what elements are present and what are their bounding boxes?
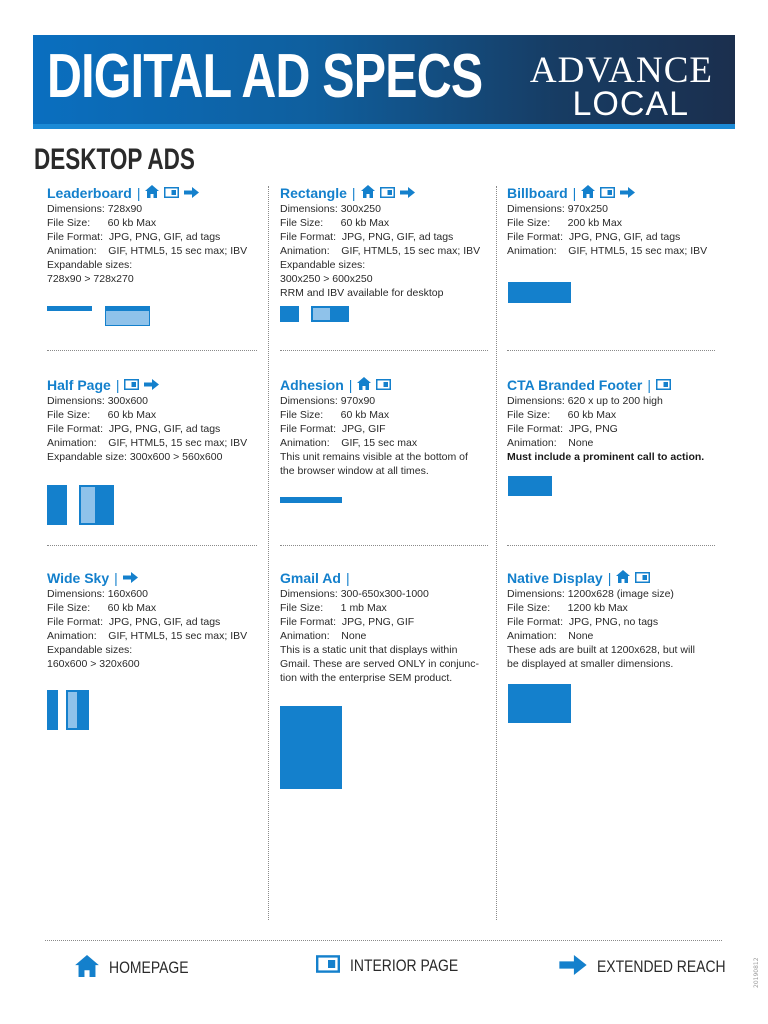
- ad-size-diagram-part: [106, 311, 149, 325]
- interior-page-icon: [380, 185, 395, 201]
- spec-expandable-value: 160x600 > 320x600: [47, 658, 140, 670]
- card-cta-branded-footer: [507, 376, 727, 464]
- spec-note: This unit remains visible at the bottom of: [280, 451, 468, 463]
- home-icon: [361, 185, 375, 201]
- row-divider: [507, 545, 715, 546]
- ad-size-diagram-part: [68, 692, 77, 728]
- card-title: Wide Sky: [47, 570, 110, 586]
- interior-page-icon: [376, 377, 391, 393]
- card-title: Rectangle: [280, 185, 347, 201]
- spec-dimensions: Dimensions: 728x90: [47, 203, 143, 215]
- spec-file-format: File Format: JPG, PNG, GIF, ad tags: [47, 616, 221, 628]
- card-native-display: [507, 569, 727, 671]
- spec-animation: Animation: GIF, HTML5, 15 sec max; IBV: [507, 245, 708, 257]
- spec-expandable-value: 300x250 > 600x250: [280, 273, 373, 285]
- home-icon: [145, 185, 159, 201]
- spec-dimensions: Dimensions: 970x250: [507, 203, 608, 215]
- spec-file-format: File Format: JPG, GIF: [280, 423, 386, 435]
- spec-note: tion with the enterprise SEM product.: [280, 672, 453, 684]
- arrow-right-icon: [184, 185, 199, 201]
- ad-size-diagram: [508, 282, 571, 303]
- spec-dimensions: Dimensions: 300x250: [280, 203, 381, 215]
- spec-dimensions: Dimensions: 160x600: [47, 588, 148, 600]
- ad-size-diagram: [47, 306, 92, 311]
- spec-note: the browser window at all times.: [280, 465, 429, 477]
- title-separator: |: [136, 185, 141, 201]
- spec-dimensions: Dimensions: 620 x up to 200 high: [507, 395, 663, 407]
- spec-expandable-value: 728x90 > 728x270: [47, 273, 134, 285]
- legend-interior-page: [316, 955, 482, 977]
- spec-note-bold: Must include a prominent call to action.: [507, 451, 705, 463]
- spec-note: RRM and IBV available for desktop: [280, 287, 444, 299]
- home-icon: [357, 377, 371, 393]
- spec-file-size: File Size: 1 mb Max: [280, 602, 387, 614]
- title-separator: |: [647, 377, 651, 393]
- arrow-right-icon: [559, 955, 587, 979]
- interior-page-icon: [635, 570, 650, 586]
- row-divider: [280, 350, 488, 351]
- home-icon: [75, 955, 99, 981]
- spec-note: Gmail. These are served ONLY in conjunc-: [280, 658, 480, 670]
- card-rectangle: [280, 184, 500, 300]
- home-icon: [581, 185, 595, 201]
- spec-file-size: File Size: 60 kb Max: [47, 409, 157, 421]
- title-separator: |: [348, 377, 353, 393]
- logo-local: LOCAL: [572, 85, 689, 123]
- legend-extended-reach: [559, 955, 754, 979]
- header-banner: [33, 35, 735, 129]
- spec-note: This is a static unit that displays within: [280, 644, 458, 656]
- card-title: Leaderboard: [47, 185, 132, 201]
- interior-page-icon: [656, 377, 671, 393]
- card-wide-sky: [47, 569, 267, 671]
- title-separator: |: [115, 377, 120, 393]
- spec-expandable: Expandable size: 300x600 > 560x600: [47, 451, 223, 463]
- spec-dimensions: Dimensions: 300-650x300-1000: [280, 588, 429, 600]
- ad-size-diagram: [280, 306, 299, 322]
- card-billboard: [507, 184, 727, 258]
- spec-file-format: File Format: JPG, PNG, no tags: [507, 616, 659, 628]
- ad-size-diagram-part: [81, 487, 95, 523]
- ad-size-diagram: [47, 485, 67, 525]
- title-separator: |: [572, 185, 577, 201]
- ad-size-diagram: [280, 706, 342, 789]
- interior-page-icon: [124, 377, 139, 393]
- card-title: CTA Branded Footer: [507, 377, 643, 393]
- column-divider: [268, 186, 269, 920]
- spec-animation: Animation: GIF, HTML5, 15 sec max; IBV: [280, 245, 481, 257]
- legend-label: EXTENDED REACH: [597, 957, 726, 976]
- home-icon: [616, 570, 630, 586]
- spec-file-format: File Format: JPG, PNG, GIF, ad tags: [507, 231, 681, 243]
- spec-file-format: File Format: JPG, PNG, GIF, ad tags: [47, 231, 221, 243]
- card-adhesion: [280, 376, 500, 478]
- card-title: Native Display: [507, 570, 603, 586]
- spec-file-format: File Format: JPG, PNG: [507, 423, 618, 435]
- document-code: 20190812: [753, 957, 760, 988]
- spec-file-size: File Size: 200 kb Max: [507, 217, 622, 229]
- card-leaderboard: [47, 184, 267, 286]
- spec-note: be displayed at smaller dimensions.: [507, 658, 674, 670]
- title-separator: |: [607, 570, 612, 586]
- spec-expandable-label: Expandable sizes:: [280, 259, 366, 271]
- spec-file-size: File Size: 60 kb Max: [47, 602, 157, 614]
- spec-dimensions: Dimensions: 970x90: [280, 395, 376, 407]
- spec-file-format: File Format: JPG, PNG, GIF, ad tags: [47, 423, 221, 435]
- legend-homepage: [75, 955, 206, 981]
- arrow-right-icon: [123, 570, 138, 586]
- spec-dimensions: Dimensions: 1200x628 (image size): [507, 588, 674, 600]
- title-separator: |: [345, 570, 350, 586]
- card-title: Gmail Ad: [280, 570, 341, 586]
- arrow-right-icon: [400, 185, 415, 201]
- spec-animation: Animation: GIF, HTML5, 15 sec max; IBV: [47, 630, 248, 642]
- section-title: DESKTOP ADS: [34, 143, 195, 176]
- arrow-right-icon: [620, 185, 635, 201]
- spec-expandable-label: Expandable sizes:: [47, 259, 133, 271]
- card-title: Billboard: [507, 185, 568, 201]
- ad-size-diagram: [508, 476, 552, 496]
- row-divider: [507, 350, 715, 351]
- ad-size-diagram: [280, 497, 342, 503]
- title-separator: |: [114, 570, 118, 586]
- arrow-right-icon: [144, 377, 159, 393]
- legend-label: INTERIOR PAGE: [350, 956, 459, 975]
- spec-animation: Animation: None: [280, 630, 367, 642]
- spec-animation: Animation: None: [507, 630, 594, 642]
- logo-advance: ADVANCE: [529, 50, 713, 91]
- spec-dimensions: Dimensions: 300x600: [47, 395, 148, 407]
- row-divider: [47, 350, 257, 351]
- spec-animation: Animation: GIF, 15 sec max: [280, 437, 418, 449]
- row-divider: [280, 545, 488, 546]
- spec-file-format: File Format: JPG, PNG, GIF: [280, 616, 415, 628]
- card-half-page: [47, 376, 267, 464]
- spec-animation: Animation: GIF, HTML5, 15 sec max; IBV: [47, 437, 248, 449]
- spec-expandable-label: Expandable sizes:: [47, 644, 133, 656]
- card-gmail-ad: [280, 569, 500, 685]
- ad-size-diagram-part: [313, 308, 330, 320]
- spec-file-size: File Size: 60 kb Max: [47, 217, 157, 229]
- spec-note: These ads are built at 1200x628, but will: [507, 644, 695, 656]
- spec-animation: Animation: GIF, HTML5, 15 sec max; IBV: [47, 245, 248, 257]
- ad-size-diagram: [508, 684, 571, 723]
- interior-page-icon: [164, 185, 179, 201]
- spec-file-size: File Size: 60 kb Max: [280, 217, 390, 229]
- interior-page-icon: [600, 185, 615, 201]
- card-title: Adhesion: [280, 377, 344, 393]
- spec-file-size: File Size: 60 kb Max: [507, 409, 617, 421]
- page-title: DIGITAL AD SPECS: [47, 42, 483, 111]
- ad-size-diagram: [47, 690, 58, 730]
- footer-divider: [45, 940, 722, 941]
- interior-page-icon: [316, 955, 340, 977]
- spec-file-size: File Size: 60 kb Max: [280, 409, 390, 421]
- spec-animation: Animation: None: [507, 437, 594, 449]
- spec-file-format: File Format: JPG, PNG, GIF, ad tags: [280, 231, 454, 243]
- card-title: Half Page: [47, 377, 111, 393]
- legend-label: HOMEPAGE: [109, 958, 189, 977]
- spec-file-size: File Size: 1200 kb Max: [507, 602, 628, 614]
- title-separator: |: [351, 185, 356, 201]
- row-divider: [47, 545, 257, 546]
